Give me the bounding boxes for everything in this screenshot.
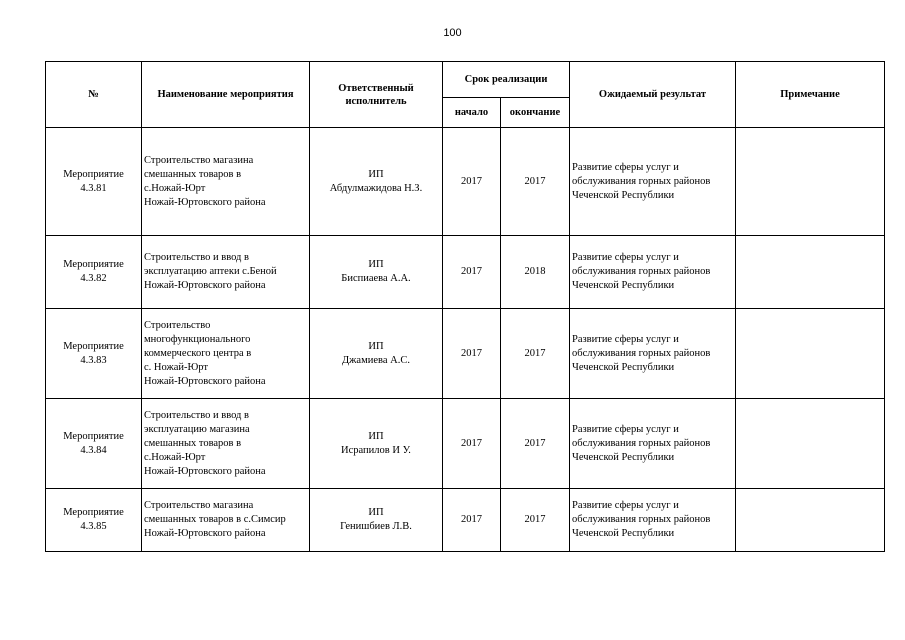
measure-note	[736, 128, 885, 236]
measure-start: 2017	[443, 128, 501, 236]
table-row	[46, 309, 885, 399]
measure-note	[736, 236, 885, 309]
header-start: начало	[443, 98, 501, 128]
page-number: 100	[443, 27, 462, 39]
measure-number: Мероприятие 4.3.81	[46, 128, 142, 236]
measure-end: 2017	[501, 128, 570, 236]
measure-note	[736, 489, 885, 552]
header-name: Наименование мероприятия	[142, 62, 310, 128]
measure-name: Строительство магазина смешанных товаров в с.Симсир Ножай-Юртовского района	[142, 489, 310, 552]
measure-result: Развитие сферы услуг и обслуживания горных районов Чеченской Республики	[570, 489, 736, 552]
measure-note	[736, 399, 885, 489]
header-num: №	[46, 62, 142, 128]
table-header-row	[46, 62, 885, 98]
measure-end: 2017	[501, 489, 570, 552]
measure-number: Мероприятие 4.3.85	[46, 489, 142, 552]
measure-executor: ИП Биспиаева А.А.	[310, 236, 443, 309]
measures-table	[45, 61, 885, 552]
measure-executor: ИП Абдулмажидова Н.З.	[310, 128, 443, 236]
measure-end: 2018	[501, 236, 570, 309]
measure-number: Мероприятие 4.3.83	[46, 309, 142, 399]
measure-number: Мероприятие 4.3.84	[46, 399, 142, 489]
header-period: Срок реализации	[443, 62, 570, 98]
measure-executor: ИП Джамиева А.С.	[310, 309, 443, 399]
table-row	[46, 236, 885, 309]
measure-result: Развитие сферы услуг и обслуживания горных районов Чеченской Республики	[570, 236, 736, 309]
table-row	[46, 399, 885, 489]
measure-start: 2017	[443, 309, 501, 399]
measure-executor: ИП Генишбиев Л.В.	[310, 489, 443, 552]
measure-name: Строительство и ввод в эксплуатацию аптеки с.Беной Ножай-Юртовского района	[142, 236, 310, 309]
measure-result: Развитие сферы услуг и обслуживания горных районов Чеченской Республики	[570, 309, 736, 399]
measure-start: 2017	[443, 399, 501, 489]
measure-start: 2017	[443, 236, 501, 309]
measure-end: 2017	[501, 399, 570, 489]
measure-start: 2017	[443, 489, 501, 552]
header-executor: Ответственный исполнитель	[310, 62, 443, 128]
measure-name: Строительство многофункционального коммерческого центра в с. Ножай-Юрт Ножай-Юртовского района	[142, 309, 310, 399]
measure-name: Строительство и ввод в эксплуатацию магазина смешанных товаров в с.Ножай-Юрт Ножай-Юртовского района	[142, 399, 310, 489]
header-note: Примечание	[736, 62, 885, 128]
header-end: окончание	[501, 98, 570, 128]
measure-name: Строительство магазина смешанных товаров в с.Ножай-Юрт Ножай-Юртовского района	[142, 128, 310, 236]
measure-end: 2017	[501, 309, 570, 399]
table-row	[46, 128, 885, 236]
measure-number: Мероприятие 4.3.82	[46, 236, 142, 309]
measure-result: Развитие сферы услуг и обслуживания горных районов Чеченской Республики	[570, 128, 736, 236]
measure-executor: ИП Исрапилов И У.	[310, 399, 443, 489]
table-row	[46, 489, 885, 552]
measure-note	[736, 309, 885, 399]
measure-result: Развитие сферы услуг и обслуживания горных районов Чеченской Республики	[570, 399, 736, 489]
header-result: Ожидаемый результат	[570, 62, 736, 128]
